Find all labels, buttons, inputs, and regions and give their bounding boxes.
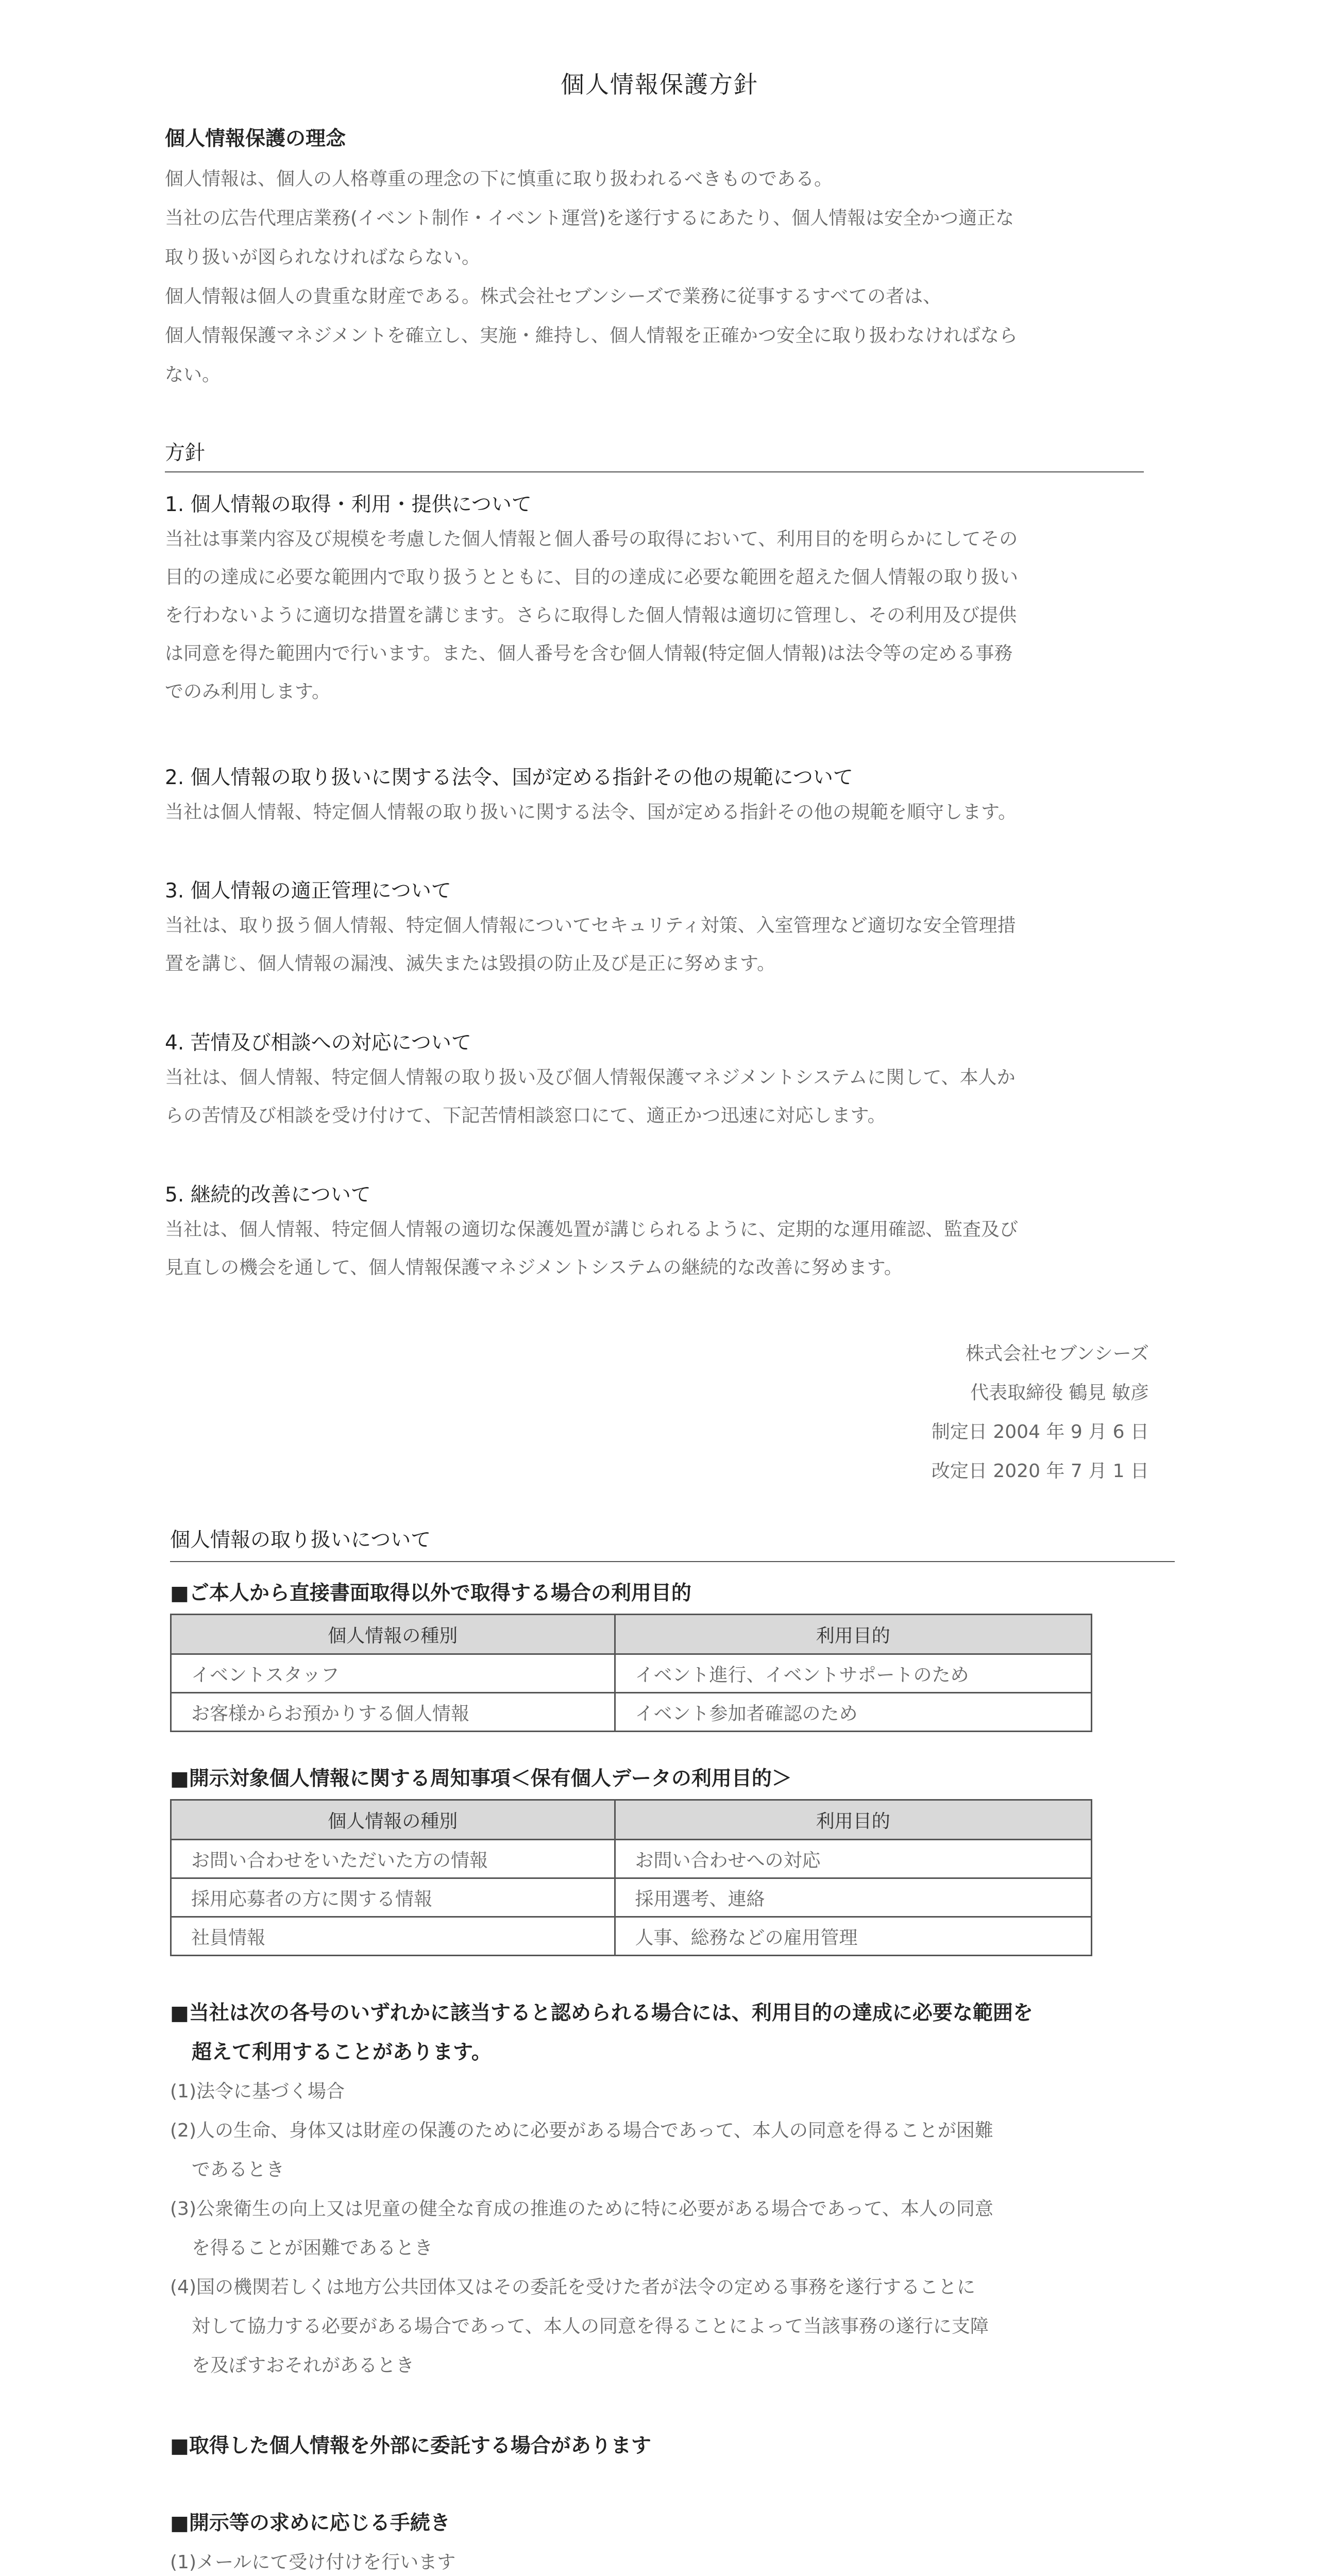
table-cell: お問い合わせをいただいた方の情報 (171, 1840, 615, 1878)
philosophy-section (165, 124, 1170, 395)
table-header: 個人情報の種別 (171, 1615, 615, 1654)
policy-item-title: 3. 個人情報の適正管理について (165, 879, 451, 903)
purpose-table-disclosure (170, 1799, 1092, 1956)
policy-item-line: 当社は、取り扱う個人情報、特定個人情報についてセキュリティ対策、入室管理など適切な安全管理措 (165, 915, 1016, 936)
table1-caption: ■ご本人から直接書面取得以外で取得する場合の利用目的 (170, 1582, 691, 1605)
policy-item-line: でのみ利用します。 (165, 681, 331, 702)
policy-item-line: 当社は、個人情報、特定個人情報の適切な保護処置が講じられるように、定期的な運用確認、監査及び (165, 1219, 1019, 1240)
philosophy-line: ない。 (165, 364, 221, 385)
philosophy-line: 取り扱いが図られなければならない。 (165, 247, 481, 268)
table-row (171, 1878, 1092, 1917)
signature-block (932, 1334, 1149, 1491)
philosophy-heading: 個人情報保護の理念 (165, 127, 346, 150)
table2-caption: ■開示対象個人情報に関する周知事項＜保有個人データの利用目的＞ (170, 1767, 792, 1790)
policy-item-line: 当社は、個人情報、特定個人情報の取り扱い及び個人情報保護マネジメントシステムに関して、本人か (165, 1067, 1016, 1088)
table-header-row (171, 1615, 1092, 1654)
table-cell: 人事、総務などの雇用管理 (615, 1917, 1091, 1956)
philosophy-line: 当社の広告代理店業務(イベント制作・イベント運営)を遂行するにあたり、個人情報は安全かつ適正な (165, 208, 1014, 229)
policy-item-line: 見直しの機会を通して、個人情報保護マネジメントシステムの継続的な改善に努めます。 (165, 1257, 903, 1278)
policy-item-line: 当社は事業内容及び規模を考慮した個人情報と個人番号の取得において、利用目的を明らかにしてその (165, 529, 1018, 550)
handling-divider (170, 1561, 1175, 1562)
table-cell: イベントスタッフ (171, 1654, 615, 1693)
table-row (171, 1917, 1092, 1956)
exceptions-block (170, 1994, 1175, 2385)
table1-block (170, 1577, 1175, 1732)
policy-item-title: 5. 継続的改善について (165, 1183, 371, 1207)
exception-item-cont: 対して協力する必要がある場合であって、本人の同意を得ることによって当該事務の遂行に支障 (192, 2316, 989, 2337)
exception-item-cont: を得ることが困難であるとき (192, 2238, 433, 2259)
policy-item-line: 目的の達成に必要な範囲内で取り扱うとともに、目的の達成に必要な範囲を超えた個人情報の取り扱い (165, 567, 1019, 588)
policy-item-line: は同意を得た範囲内で行います。また、個人番号を含む個人情報(特定個人情報)は法令等の定める事務 (165, 643, 1013, 664)
outsourcing-notice: ■取得した個人情報を外部に委託する場合があります (170, 2434, 651, 2458)
exception-item: (1)法令に基づく場合 (170, 2081, 345, 2102)
philosophy-line: 個人情報は、個人の人格尊重の理念の下に慎重に取り扱われるべきものである。 (165, 168, 833, 190)
disclosure-line: (1)メールにて受け付けを行います (170, 2552, 456, 2573)
exception-item: (2)人の生命、身体又は財産の保護のために必要がある場合であって、本人の同意を得ることが困難 (170, 2120, 993, 2141)
policy-item-4 (165, 1028, 1170, 1135)
table-cell: お問い合わせへの対応 (615, 1840, 1091, 1878)
signature-ceo: 代表取締役 鶴見 敏彦 (970, 1382, 1149, 1403)
table-header-row (171, 1800, 1092, 1840)
exception-item: (3)公衆衛生の向上又は児童の健全な育成の推進のために特に必要がある場合であって、本人の同意 (170, 2198, 993, 2219)
policy-divider (165, 471, 1144, 472)
handling-heading: 個人情報の取り扱いについて (170, 1529, 431, 1552)
page-title: 個人情報保護方針 (561, 71, 758, 98)
policy-item-2 (165, 762, 1170, 832)
table-cell: お客様からお預かりする個人情報 (171, 1693, 615, 1732)
policy-item-title: 2. 個人情報の取り扱いに関する法令、国が定める指針その他の規範について (165, 766, 853, 789)
policy-item-3 (165, 876, 1170, 983)
philosophy-line: 個人情報は個人の貴重な財産である。株式会社セブンシーズで業務に従事するすべての者は、 (165, 286, 942, 307)
policy-item-title: 4. 苦情及び相談への対応について (165, 1031, 471, 1055)
table-row (171, 1840, 1092, 1878)
table-header: 利用目的 (615, 1615, 1091, 1654)
table-header: 利用目的 (615, 1800, 1091, 1840)
exceptions-heading-line: 超えて利用することがあります。 (192, 2041, 492, 2064)
outsourcing-block (170, 2427, 1175, 2466)
policy-item-line: 当社は個人情報、特定個人情報の取り扱いに関する法令、国が定める指針その他の規範を順守します。 (165, 802, 1017, 823)
table-row (171, 1654, 1092, 1693)
policy-item-line: 置を講じ、個人情報の漏洩、滅失または毀損の防止及び是正に努めます。 (165, 953, 776, 974)
policy-heading-block (165, 438, 1170, 469)
table-cell: イベント参加者確認のため (615, 1693, 1091, 1732)
table-row (171, 1693, 1092, 1732)
policy-item-5 (165, 1180, 1170, 1287)
policy-item-line: らの苦情及び相談を受け付けて、下記苦情相談窓口にて、適正かつ迅速に対応します。 (165, 1105, 886, 1126)
policy-heading: 方針 (165, 442, 206, 465)
handling-heading-block (170, 1525, 1175, 1556)
policy-item-1 (165, 489, 1170, 711)
purpose-table-indirect (170, 1614, 1092, 1732)
disclosure-heading: ■開示等の求めに応じる手続き (170, 2512, 450, 2535)
table-cell: イベント進行、イベントサポートのため (615, 1654, 1091, 1693)
table-header: 個人情報の種別 (171, 1800, 615, 1840)
disclosure-block (170, 2504, 1175, 2576)
philosophy-line: 個人情報保護マネジメントを確立し、実施・維持し、個人情報を正確かつ安全に取り扱わなければなら (165, 325, 1018, 346)
policy-item-line: を行わないように適切な措置を講じます。さらに取得した個人情報は適切に管理し、その利用及び提供 (165, 605, 1017, 626)
signature-company: 株式会社セブンシーズ (966, 1343, 1149, 1364)
revised-date: 改定日 2020 年 7 月 1 日 (931, 1461, 1149, 1482)
table-cell: 採用選考、連絡 (615, 1878, 1091, 1917)
exceptions-heading-line: ■当社は次の各号のいずれかに該当すると認められる場合には、利用目的の達成に必要な範囲を (170, 2002, 1033, 2025)
exception-item-cont: であるとき (192, 2159, 285, 2180)
established-date: 制定日 2004 年 9 月 6 日 (931, 1421, 1149, 1443)
table2-block (170, 1762, 1175, 1956)
table-cell: 社員情報 (171, 1917, 615, 1956)
exception-item-cont: を及ぼすおそれがあるとき (192, 2355, 415, 2376)
table-cell: 採用応募者の方に関する情報 (171, 1878, 615, 1917)
policy-item-title: 1. 個人情報の取得・利用・提供について (165, 493, 532, 516)
exception-item: (4)国の機関若しくは地方公共団体又はその委託を受けた者が法令の定める事務を遂行することに (170, 2277, 975, 2298)
